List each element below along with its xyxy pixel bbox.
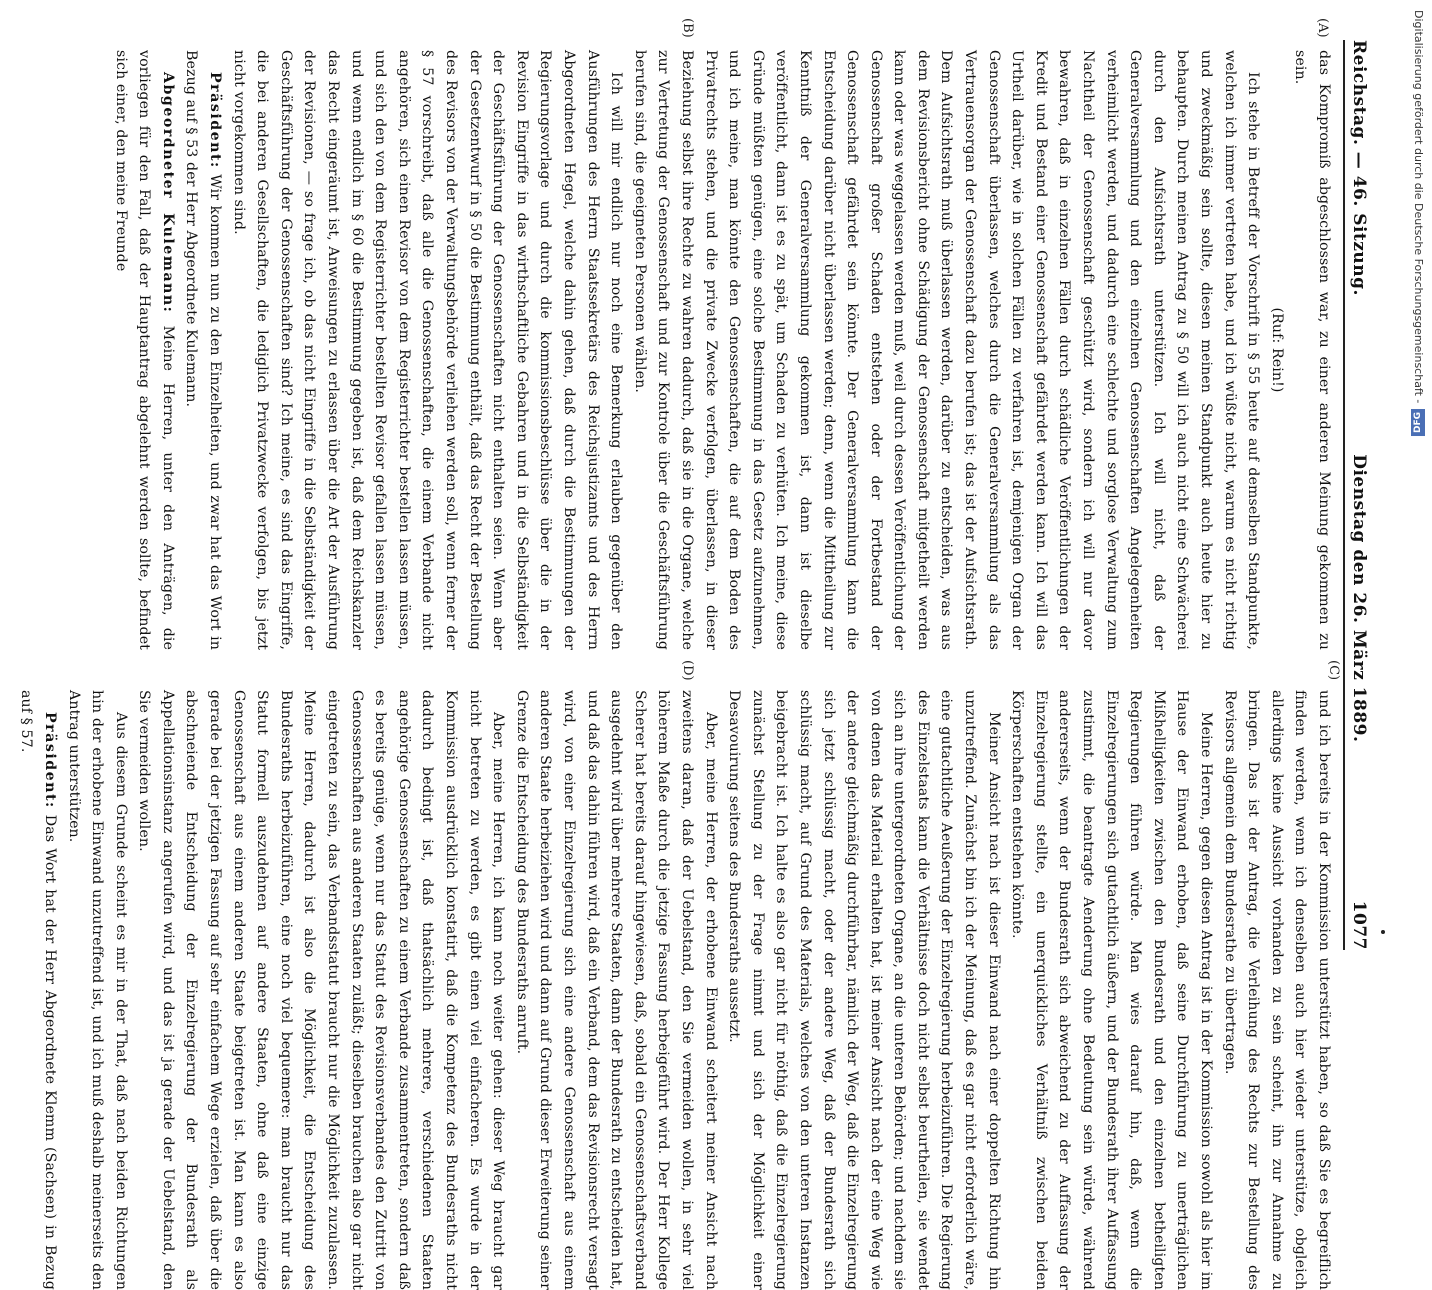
left-interjection: (Ruf: Rein!): [1268, 307, 1285, 393]
left-column: [108, 50, 1335, 650]
speaker-praesident-2: Präsident:: [41, 712, 58, 809]
right-paragraph-6: Aus diesem Grunde scheint es mir in der That, daß nach beiden Richtungen hin der erhobene Einwand unzutreffend ist, und ich muß deshalb meinerseits den Antrag unterstützen.: [65, 690, 129, 1290]
right-paragraph-7: [14, 690, 61, 1290]
left-paragraph-4-text: Wir kommen nun zu den Einzelheiten, und zwar hat das Wort in Bezug auf § 53 der Herr Abgeordnete Kulemann.: [183, 50, 224, 650]
right-paragraph-1: und ich bereits in der Kommission unterstützt haben, so daß Sie es begreiflich finden werden, wenn ich denselben auch hier wieder unterstütze, obgleich allerdings keine Aussicht vorhanden zu sein scheint, ihn zur Annahme zu bringen. Das ist der Antrag, die Verleihung des Rechts zur Bestellung des Revisors allgemein dem Bundesrathe zu übertragen.: [1221, 690, 1332, 1290]
right-paragraph-5: Aber, meine Herren, ich kann noch weiter gehen: dieser Weg braucht gar nicht betreten zu werden, es gibt einen viel einfacheren. Es wurde in der Kommission ausdrücklich konstatirt, daß die Kompetenz des Bundesraths nicht dadurch bedingt ist, daß thatsächlich mehrere, verschiedenen Staaten angehörige Genossenschaften zu einem Verbande zusammentreten, sondern daß es bereits genüge, wenn nur das Statut des Revisionsverbandes den Zutritt von Genossenschaften aus anderen Staaten zuläßt; dieselben brauchen also gar nicht eingetreten zu sein, das Verbandsstatut braucht nur die Möglichkeit zuzulassen. Meine Herren, dadurch ist also die Möglichkeit, die Entscheidung des Bundesraths herbeizuführen, eine noch viel bequemere: man braucht nur das Statut formell auszudehnen auf andere Staaten, ohne daß eine einzige Genossenschaft aus einem anderen Staate beigetreten ist. Man kann es also gerade bei der jetzigen Fassung auf sehr einfachem Wege erzielen, daß über die abschneiende Entscheidung der Einzelregierung der Bundesrath als Appellationsinstanz angerufen wird, und das ist ja gerade der Uebelstand, den Sie vermeiden wollen.: [136, 690, 507, 1290]
margin-marker-d: (D): [680, 660, 695, 681]
scan-speck: [1381, 930, 1385, 934]
header-left: Reichstag. — 46. Sitzung.: [1349, 40, 1369, 296]
right-column: [14, 690, 1335, 1290]
left-paragraph-1: das Kompromiß abgeschlossen war, zu einer anderen Meinung gekommen zu sein.: [1292, 50, 1332, 650]
digitization-credit-text: [1408, 10, 1428, 990]
left-paragraph-3: Ich will mir endlich nur noch eine Bemerkung erlauben gegenüber den Ausführungen des Herrn Staatssekretärs des Reichsjustizamts und des Herrn Abgeordneten Hegel, welche dahin gehen, daß durch die Bestimmungen der Regierungsvorlage und durch die kommissionsbeschlüsse über die in der Revision Eingriffe in das wirthschaftliche Gebahren und in die Selbständigkeit der Geschäftsführung der Genossenschaften nicht enthalten seien. Wenn aber der Gesetzentwurf in § 50 die Bestimmung enthält, daß das Recht der Bestellung des Revisors von der Verwaltungsbehörde verliehen werden soll, wenn ferner der § 57 vorschreibt, daß alle die Genossenschaften, die einem Verbande nicht angehören, sich einen Revisor von dem Registerrichter bestellen lassen müssen, und sich den von dem Registerrichter bestellten Revisor gefallen lassen müssen, und wenn endlich im § 60 die Bestimmung gegeben ist, daß dem Reichskanzler das Recht eingeräumt ist, Anweisungen zu erlassen über die Art der Ausführung der Revisionen, — so frage ich, ob das nicht Eingriffe in die Selbständigkeit der Geschäftsführung der Genossenschaften sind? Ich meine, es sind das Eingriffe, die bei anderen Gesellschaften, die lediglich Privatzwecke verfolgen, bis jetzt nicht vorgekommen sind.: [230, 50, 625, 650]
speaker-kulemann: Abgeordneter Kulemann:: [159, 72, 176, 314]
margin-marker-c: (C): [1326, 660, 1341, 681]
right-paragraph-2: Meine Herren, gegen diesen Antrag ist in der Kommission sowohl als hier im Hause der Einwand erhoben, daß seine Durchführung zu unerträglichen Mißhelligkeiten zwischen den Bundesrath und den einzelnen betheiligten Regierungen führen würde. Man wies darauf hin, daß, wenn die Einzelregierungen sich gutachtlich äußern, und der Bundesrath ihrer Auffassung zustimmt, die beantragte Aenderung ohne Bedeutung sein würde, während andererseits, wenn der Bundesrath sich abweichend zu der Auffassung der Einzelregierung stellte, ein unerquickliches Verhältniß zwischen beiden Körperschaften entstehen könnte.: [1009, 690, 1215, 1290]
speaker-praesident-1: Präsident:: [207, 72, 224, 169]
margin-marker-b: (B): [680, 18, 695, 38]
page-header: [1343, 40, 1379, 950]
right-paragraph-7-text: Das Wort hat der Herr Abgeordnete Klemm (Sachsen) in Bezug auf § 57.: [18, 690, 58, 1290]
header-date: Dienstag den 26. März 1889.: [1349, 454, 1369, 743]
margin-marker-a: (A): [1315, 18, 1330, 38]
left-paragraph-4: [179, 50, 226, 650]
page-number: 1077: [1349, 900, 1369, 950]
document-sheet: [5, 0, 1385, 1290]
right-paragraph-4: Aber, meine Herren, der erhobene Einwand scheitert meiner Ansicht nach zweitens daran, daß der Uebelstand, den Sie vermeiden wollen, in sehr viel höherem Maße durch die jetzige Fassung herbeigeführt wird. Der Herr Kollege Scherer hat bereits darauf hingewiesen, daß, sobald ein Genossenschaftsverband ausgedehnt wird über mehrere Staaten, dann der Bundesrath zu entscheiden hat, und daß das dahin führen wird, daß ein Verband, dem das Revisionsrecht versagt wird, von einer Einzelregierung sich eine andere Genossenschaft aus einem anderen Staate herbeiziehen wird und dann auf Grund dieser Erweiterung seiner Grenze die Entscheidung des Bundesraths anruft.: [513, 690, 719, 1290]
credit-line: Digitalisierung gefördert durch die Deutsche Forschungsgemeinschaft -: [1412, 10, 1425, 404]
left-paragraph-5: [108, 50, 179, 650]
right-paragraph-3: Meiner Ansicht nach ist dieser Einwand nach einer doppelten Richtung hin unzutreffend. Zunächst bin ich der Meinung, daß es gar nicht erforderlich wäre, eine gutachtliche Aeußerung der Einzelregierung herbeizuführen. Die Regierung des Einzelstaats kann die Verhältnisse doch nicht selbst beurtheilen, sie wendet sich an ihre untergeordneten Organe, an die unteren Behörden; und nachdem sie von denen das Material erhalten hat, ist meiner Ansicht nach der eine Weg wie der andere gleichmäßig durchführbar, nämlich der Weg, daß die Einzelregierung sich jetzt schlüssig macht, oder der andere Weg, daß der Bundesrath sich schlüssig macht, auf Grund des Materials, welches von den unteren Instanzen beigebracht ist. Ich halte es also gar nicht für nöthig, daß die Einzelregierung zunächst Stellung zu der Frage nimmt und sich der Möglichkeit einer Desavouirung seitens des Bundesraths aussetzt.: [726, 690, 1002, 1290]
digitization-credit: [1408, 10, 1428, 990]
left-paragraph-5-text: Meine Herren, unter den Anträgen, die vorliegen für den Fall, daß der Hauptantrag abgelehnt werden sollte, befindet sich einer, den meine Freunde: [112, 50, 176, 651]
left-paragraph-2: Ich stehe in Betreff der Vorschrift in § 55 heute auf demselben Standpunkte, welchen ich immer vertreten habe, und ich wüßte nicht, warum es nicht richtig und zweckmäßig sein sollte, diesen meinen Standpunkt auch heute hier zu behaupten. Durch meinen Antrag zu § 50 will ich auch nicht eine Schwächerei durch den Aufsichtsrath unterstützen. Ich will nicht, daß der Generalversammlung und den einzelnen Genossenschaften Angelegenheiten verheimlicht werden, und dadurch eine schlechte und sorglose Verwaltung zum Nachtheil der Genossenschaft geschützt wird, sondern ich will nur davor bewahren, daß in einzelnen Fällen durch schädliche Veröffentlichungen der Kredit und Bestand einer Genossenschaft gefährdet werden kann. Ich will das Urtheil darüber, wie in solchen Fällen zu verfahren ist, demjenigen Organ der Genossenschaft überlassen, welches durch die Generalversammlung als das Vertrauensorgan der Genossenschaft dazu berufen ist; das ist der Aufsichtsrath. Dem Aufsichtsrath muß überlassen werden, darüber zu entscheiden, was aus dem Revisionsbericht ohne Schädigung der Genossenschaft mitgetheilt werden kann oder was weggelassen werden muß, weil durch dessen Veröffentlichung der Genossenschaft großer Schaden entstehen oder der Fortbestand der Genossenschaft gefährdet sein könnte. Der Generalversammlung kann die Entscheidung darüber nicht überlassen werden; denn, wenn die Mittheilung zur Kenntniß der Generalversammlung gekommen ist, dann ist dieselbe veröffentlicht, dann ist es zu spät, um Schaden zu verhüten. Ich meine, diese Gründe müßten genügen, eine solche Bestimmung in das Gesetz aufzunehmen, und ich meine, man könnte den Genossenschaften, die auf dem Boden des Privatrechts stehen, und die private Zwecke verfolgen, überlassen, in dieser Beziehung selbst ihre Rechte zu wahren dadurch, daß sie in die Organe, welche zur Vertretung der Genossenschaft und zur Kontrole über die Geschäftsführung berufen sind, die geeigneten Personen wählen.: [631, 50, 1262, 650]
dfg-logo: DFG: [1411, 409, 1425, 436]
